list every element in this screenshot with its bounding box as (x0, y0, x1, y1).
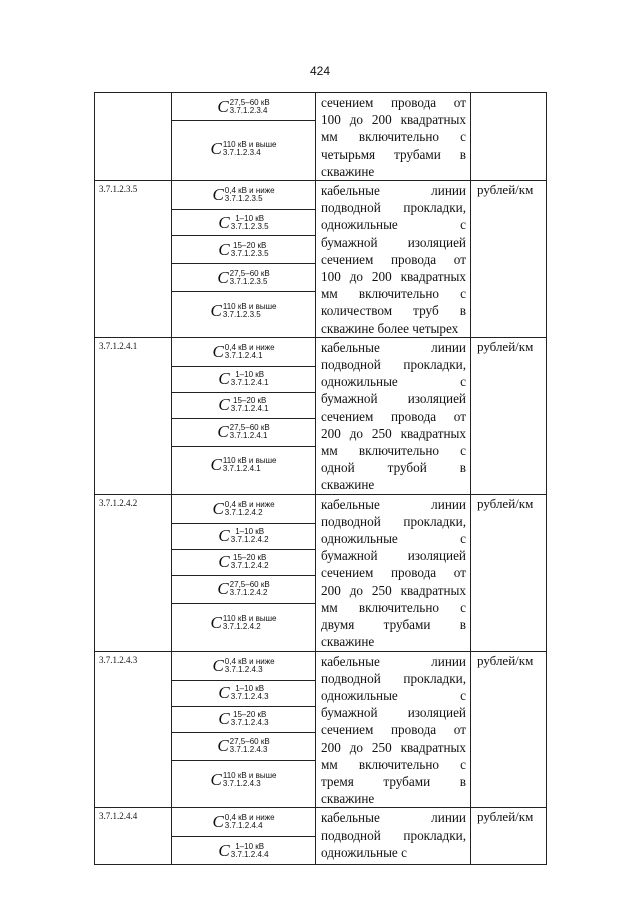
description-line: бумажной изоляцией (321, 705, 466, 721)
rate-symbol-scripts (230, 99, 270, 115)
rate-symbol (172, 392, 315, 418)
rate-symbols-cell (172, 93, 316, 181)
rate-symbol (172, 263, 315, 291)
voltage-class: 27,5–60 кВ (229, 97, 270, 107)
voltage-class: 15–20 кВ (233, 240, 267, 250)
description-line: мм включительно с (321, 443, 466, 459)
rate-symbol-letter: C (212, 655, 224, 675)
rate-symbol-scripts (231, 215, 269, 231)
rate-symbol-letter: C (212, 498, 224, 518)
rate-formula (218, 709, 268, 729)
description-line: одножильные с (321, 844, 407, 860)
rate-index: 3.7.1.2.4.2 (224, 507, 263, 517)
rate-symbols-cell (172, 181, 316, 338)
rate-symbol-letter: C (210, 613, 222, 633)
description-line: бумажной изоляцией (321, 234, 466, 250)
rate-symbol (172, 603, 315, 643)
rate-symbol-scripts (231, 554, 269, 570)
rate-index: 3.7.1.2.4.1 (222, 464, 261, 474)
rate-symbol (172, 732, 315, 760)
rate-index: 3.7.1.2.4.3 (222, 779, 261, 788)
description-line: кабельные линии (321, 810, 466, 826)
rate-symbol (172, 549, 315, 575)
rate-symbol-letter: C (218, 552, 230, 572)
rate-index: 3.7.1.2.3.5 (224, 194, 263, 204)
description-line: кабельные линии (321, 653, 466, 669)
voltage-class: 0,4 кВ и ниже (224, 186, 275, 196)
rate-symbol-scripts (230, 424, 270, 440)
item-code: 3.7.1.2.4.1 (95, 337, 172, 494)
rate-symbol-scripts (223, 772, 277, 788)
description-line: одножильные с (321, 217, 466, 233)
item-code: 3.7.1.2.4.2 (95, 494, 172, 651)
tariff-row (95, 651, 547, 808)
unit-of-measure: рублей/км (471, 651, 547, 808)
rate-formula (218, 395, 268, 415)
rate-symbols-cell (172, 651, 316, 808)
rate-symbol-scripts (223, 303, 277, 319)
description-line: сечением провода от (321, 722, 466, 738)
rate-index: 3.7.1.2.3.5 (230, 248, 269, 258)
rate-formula (217, 579, 269, 599)
voltage-class: 1–10 кВ (235, 684, 265, 693)
voltage-class: 15–20 кВ (233, 553, 267, 563)
description-line: мм включительно с (321, 599, 466, 615)
tariff-row (95, 337, 547, 494)
rate-symbol-scripts (230, 581, 270, 597)
rate-formula (218, 683, 268, 703)
description-line: кабельные линии (321, 183, 466, 199)
tariff-table (94, 92, 547, 865)
item-description (316, 93, 471, 181)
rate-symbol-scripts (231, 711, 269, 727)
unit-of-measure: рублей/км (471, 808, 547, 865)
rate-symbol (172, 209, 315, 235)
voltage-class: 27,5–60 кВ (229, 580, 270, 590)
item-code (95, 93, 172, 181)
rate-symbol (172, 235, 315, 263)
rate-index: 3.7.1.2.4.3 (230, 718, 269, 727)
description-line: 200 до 250 квадратных (321, 739, 466, 755)
rate-symbol (172, 760, 315, 800)
description-line: одножильные с (321, 531, 466, 547)
rate-symbols-cell (172, 808, 316, 865)
item-description (316, 808, 471, 865)
rate-symbol-scripts (230, 270, 270, 286)
description-line: скважине (321, 163, 375, 179)
description-line: двумя трубами в (321, 617, 466, 633)
tariff-row (95, 181, 547, 338)
voltage-class: 1–10 кВ (235, 370, 265, 380)
description-line: кабельные линии (321, 339, 466, 355)
rate-index: 3.7.1.2.4.3 (224, 664, 263, 674)
rate-symbol-scripts (223, 457, 277, 473)
rate-index: 3.7.1.2.4.4 (230, 849, 269, 859)
rate-symbol-letter: C (217, 422, 229, 442)
rate-formula (212, 656, 274, 676)
voltage-class: 0,4 кВ и ниже (224, 342, 275, 352)
description-line: мм включительно с (321, 756, 466, 772)
voltage-class: 110 кВ и выше (222, 301, 277, 311)
unit-of-measure: рублей/км (471, 494, 547, 651)
description-line: одножильные с (321, 687, 466, 703)
rate-symbol-letter: C (210, 300, 222, 320)
rate-index: 3.7.1.2.3.5 (222, 309, 261, 319)
voltage-class: 27,5–60 кВ (229, 268, 270, 278)
rate-symbols (172, 338, 315, 484)
voltage-class: 0,4 кВ и ниже (224, 499, 275, 509)
rate-symbol-scripts (225, 344, 275, 360)
description-line: сечением провода от (321, 565, 466, 581)
voltage-class: 110 кВ и выше (222, 456, 277, 466)
item-code: 3.7.1.2.4.4 (95, 808, 172, 865)
rate-formula (217, 422, 269, 442)
rate-symbol (172, 652, 315, 680)
tariff-row (95, 494, 547, 651)
description-line: 200 до 250 квадратных (321, 582, 466, 598)
rate-symbol-letter: C (218, 212, 230, 232)
voltage-class: 0,4 кВ и ниже (224, 813, 275, 823)
rate-symbols-cell (172, 337, 316, 494)
rate-symbol-scripts (225, 814, 275, 830)
rate-symbol (172, 706, 315, 732)
rate-index: 3.7.1.2.4.3 (229, 745, 268, 754)
description-line: кабельные линии (321, 496, 466, 512)
voltage-class: 27,5–60 кВ (229, 737, 270, 746)
rate-symbol (172, 575, 315, 603)
rate-index: 3.7.1.2.3.4 (229, 105, 268, 115)
tariff-row (95, 93, 547, 181)
rate-index: 3.7.1.2.4.2 (230, 535, 269, 545)
rate-index: 3.7.1.2.3.4 (222, 147, 261, 157)
rate-symbol-scripts (225, 658, 275, 674)
tariff-table-body (95, 93, 547, 865)
rate-index: 3.7.1.2.4.1 (230, 378, 269, 388)
rate-formula (217, 97, 269, 117)
rate-symbol-letter: C (212, 341, 224, 361)
rate-symbol-scripts (225, 187, 275, 203)
description-line: 100 до 200 квадратных (321, 269, 466, 285)
unit-of-measure: рублей/км (471, 337, 547, 494)
description-line: скважине (321, 634, 375, 650)
rate-symbol-scripts (223, 141, 277, 157)
rate-symbol-scripts (225, 501, 275, 517)
item-description (316, 337, 471, 494)
rate-symbols (172, 808, 315, 864)
rate-symbol-letter: C (218, 709, 230, 728)
rate-formula (212, 812, 274, 832)
rate-symbol-letter: C (218, 526, 230, 546)
voltage-class: 1–10 кВ (235, 213, 265, 223)
voltage-class: 27,5–60 кВ (229, 423, 270, 433)
description-line: скважине более четырех (321, 320, 459, 336)
description-line: сечением провода от (321, 251, 466, 267)
description-line: одножильные с (321, 374, 466, 390)
description-line: подводной прокладки, (321, 200, 466, 216)
rate-formula (218, 841, 268, 861)
rate-index: 3.7.1.2.4.4 (224, 821, 263, 831)
description-line: подводной прокладки, (321, 827, 466, 843)
description-line: сечением провода от (321, 95, 466, 110)
voltage-class: 15–20 кВ (233, 710, 267, 719)
rate-index: 3.7.1.2.4.1 (229, 431, 268, 441)
rate-formula (218, 526, 268, 546)
description-line: подводной прокладки, (321, 513, 466, 529)
description-line: сечением провода от (321, 408, 466, 424)
unit-of-measure (471, 93, 547, 181)
description-line: скважине (321, 477, 375, 493)
rate-symbol (172, 495, 315, 523)
item-code: 3.7.1.2.4.3 (95, 651, 172, 808)
description-line: бумажной изоляцией (321, 391, 466, 407)
rate-symbol (172, 93, 315, 120)
rate-symbols-cell (172, 494, 316, 651)
rate-formula (218, 552, 268, 572)
rate-symbol-letter: C (218, 239, 230, 259)
description-line: одной трубой в (321, 460, 466, 476)
description-line: четырьмя трубами в (321, 146, 466, 162)
rate-formula (211, 770, 277, 790)
rate-index: 3.7.1.2.3.5 (230, 221, 269, 231)
rate-symbol-letter: C (217, 267, 229, 287)
rate-symbol-letter: C (212, 812, 224, 832)
voltage-class: 1–10 кВ (235, 527, 265, 537)
rate-index: 3.7.1.2.4.1 (224, 350, 263, 360)
rate-formula (211, 139, 277, 159)
rate-symbol (172, 836, 315, 864)
rate-index: 3.7.1.2.3.5 (229, 276, 268, 286)
rate-formula (212, 185, 274, 205)
rate-index: 3.7.1.2.4.2 (229, 588, 268, 598)
rate-symbol-scripts (231, 397, 269, 413)
rate-index: 3.7.1.2.4.2 (230, 561, 269, 571)
rate-symbol (172, 418, 315, 446)
rate-formula (218, 369, 268, 389)
rate-symbol-letter: C (217, 579, 229, 599)
rate-index: 3.7.1.2.4.3 (230, 692, 269, 701)
rate-symbols (172, 495, 315, 643)
rate-symbol (172, 291, 315, 329)
description-line: скважине (321, 791, 375, 807)
rate-symbol-letter: C (210, 770, 222, 789)
rate-symbol-scripts (231, 685, 269, 701)
item-code: 3.7.1.2.3.5 (95, 181, 172, 338)
rate-symbol-letter: C (217, 736, 229, 755)
rate-symbol (172, 446, 315, 484)
unit-of-measure: рублей/км (471, 181, 547, 338)
rate-symbol-scripts (231, 528, 269, 544)
voltage-class: 110 кВ и выше (222, 614, 277, 624)
rate-symbol-letter: C (212, 185, 224, 205)
rate-formula (212, 499, 274, 519)
item-description (316, 181, 471, 338)
rate-symbol-scripts (231, 843, 269, 859)
tariff-row (95, 808, 547, 865)
rate-index: 3.7.1.2.4.2 (222, 622, 261, 632)
rate-symbols (172, 181, 315, 329)
rate-formula (212, 342, 274, 362)
rate-formula (218, 240, 268, 260)
description-line: тремя трубами в (321, 773, 466, 789)
rate-symbols (172, 93, 315, 176)
rate-symbol (172, 680, 315, 706)
description-line: мм включительно с (321, 129, 466, 145)
rate-symbols (172, 652, 315, 800)
rate-symbol (172, 523, 315, 549)
rate-symbol (172, 120, 315, 176)
description-line: 200 до 250 квадратных (321, 425, 466, 441)
voltage-class: 110 кВ и выше (222, 139, 277, 149)
rate-symbol-letter: C (217, 96, 229, 116)
rate-symbol (172, 808, 315, 836)
item-description (316, 494, 471, 651)
rate-index: 3.7.1.2.4.1 (230, 404, 269, 414)
rate-symbol-scripts (231, 371, 269, 387)
description-line: подводной прокладки, (321, 670, 466, 686)
rate-symbol-letter: C (218, 369, 230, 389)
description-line: мм включительно с (321, 286, 466, 302)
voltage-class: 0,4 кВ и ниже (224, 656, 275, 666)
description-line: 100 до 200 квадратных (321, 112, 466, 128)
rate-symbol (172, 366, 315, 392)
voltage-class: 15–20 кВ (233, 396, 267, 406)
rate-symbol (172, 338, 315, 366)
rate-formula (211, 301, 277, 321)
rate-symbol-scripts (231, 242, 269, 258)
rate-formula (217, 736, 269, 756)
description-line: подводной прокладки, (321, 357, 466, 373)
rate-formula (218, 213, 268, 233)
voltage-class: 110 кВ и выше (222, 771, 277, 780)
rate-symbol-letter: C (218, 683, 230, 702)
rate-symbol-letter: C (218, 840, 230, 860)
rate-formula (217, 268, 269, 288)
rate-formula (211, 613, 277, 633)
rate-formula (211, 455, 277, 475)
rate-symbol-scripts (230, 738, 270, 754)
item-description (316, 651, 471, 808)
rate-symbol-scripts (223, 615, 277, 631)
rate-symbol-letter: C (218, 395, 230, 415)
rate-symbol (172, 181, 315, 209)
description-line: бумажной изоляцией (321, 548, 466, 564)
voltage-class: 1–10 кВ (235, 841, 265, 851)
rate-symbol-letter: C (210, 455, 222, 475)
description-line: количеством труб в (321, 303, 466, 319)
page-number: 424 (309, 64, 331, 78)
rate-symbol-letter: C (210, 138, 222, 158)
